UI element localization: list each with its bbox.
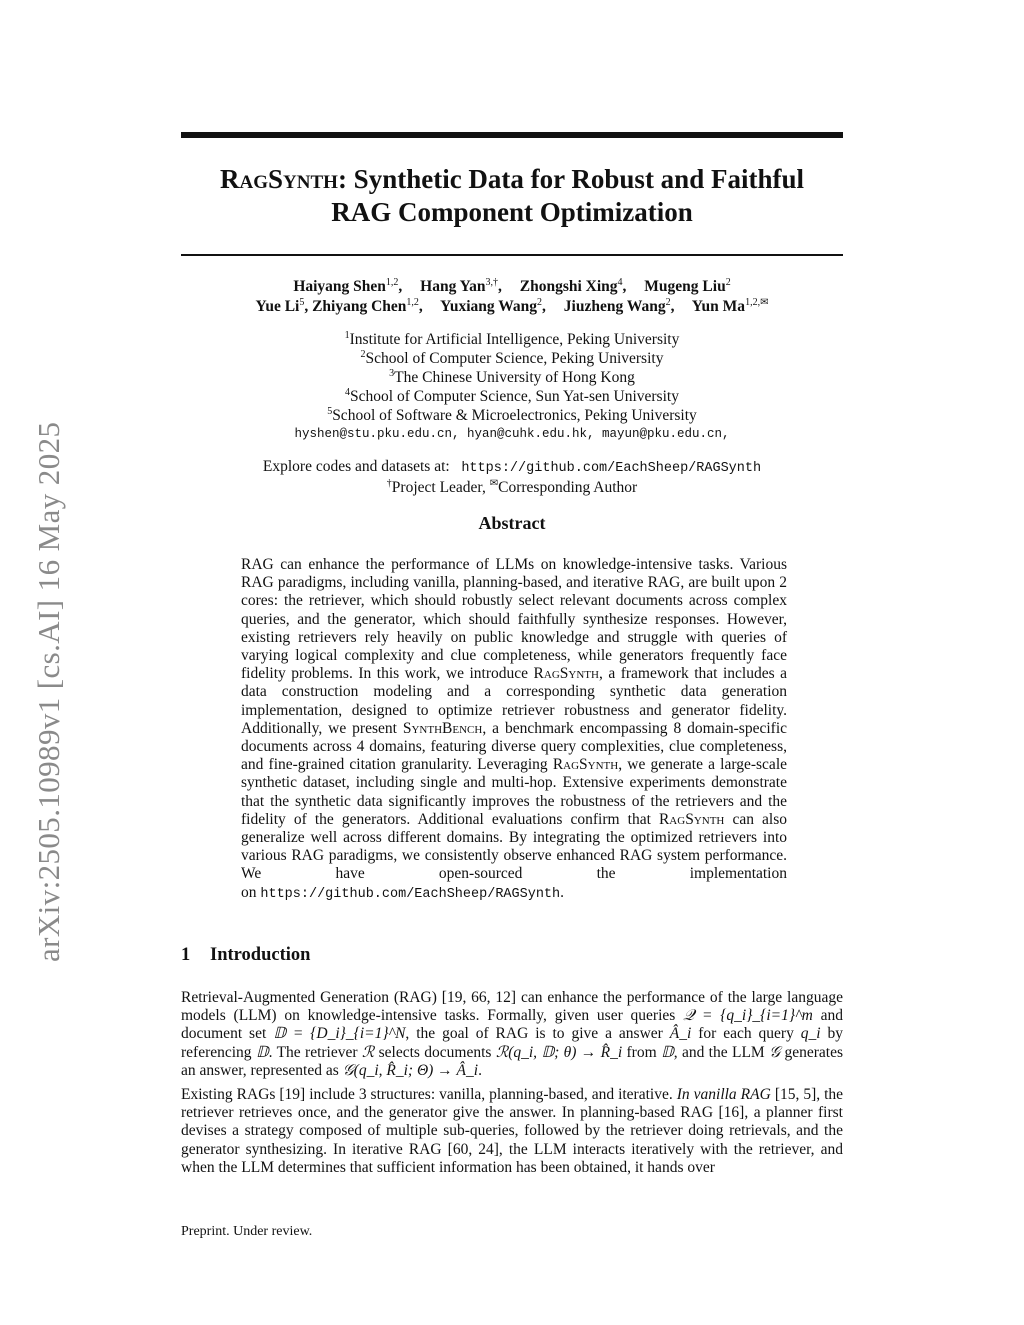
- affil-text: School of Computer Science, Sun Yat-sen University: [350, 388, 679, 405]
- author-name: Jiuzheng Wang: [563, 298, 666, 315]
- author-affil-mark: 1,2: [406, 296, 419, 308]
- explore-prefix: Explore codes and datasets at:: [262, 458, 450, 475]
- repo-link[interactable]: https://github.com/EachSheep/RAGSynth: [461, 461, 762, 476]
- title-top-rule: [181, 132, 843, 138]
- intro-text: by referencing: [181, 1025, 844, 1061]
- arxiv-identifier[interactable]: arXiv:2505.10989v1 [cs.AI] 16 May 2025: [31, 421, 66, 962]
- intro-paragraph-1: [181, 989, 843, 1080]
- math-expression: 𝒬 = {q_i}_{i=1}^m: [683, 1007, 813, 1025]
- footnote-notes: [150, 478, 874, 497]
- affil-text: The Chinese University of Hong Kong: [394, 369, 635, 386]
- abstract-system-name: RagSynth: [552, 756, 619, 774]
- author-name: Yun Ma: [691, 298, 746, 315]
- math-expression: 𝔻 = {D_i}_{i=1}^N: [273, 1025, 406, 1043]
- affiliation: [150, 387, 874, 406]
- author-name: Haiyang Shen: [293, 278, 386, 295]
- section-title: Introduction: [210, 945, 311, 965]
- intro-text: [15, 5], the retriever retrieves once, and the generator give the answer. In planning-based RAG [16], a planner first devises a strategy composed of multiple sub-queries, followed by the retriever doing retrievals, and the generator synthesizing. In iterative RAG [60, 24], the LLM interacts iteratively with the retriever, and when the LLM determines that sufficient information has been obtained, it hands over: [181, 1086, 844, 1176]
- intro-text: . The retriever: [268, 1043, 358, 1061]
- math-expression: 𝔻: [661, 1043, 674, 1061]
- intro-text: Retrieval-Augmented Generation (RAG) [19, 66, 12] can enhance the performance of the large language models (LLM) on knowledge-intensive tasks. Formally, given user queries: [181, 989, 843, 1025]
- affil-number: 2: [360, 348, 366, 360]
- abstract-benchmark-name: SynthBench: [402, 719, 483, 737]
- envelope-icon: ✉: [489, 477, 499, 489]
- math-expression: 𝒢(q_i, R̂_i; Θ) → Â_i: [342, 1061, 479, 1079]
- title-bottom-rule: [181, 254, 843, 256]
- paper-title: [150, 163, 874, 229]
- project-leader-note: Project Leader,: [391, 479, 486, 496]
- intro-text: Existing RAGs [19] include 3 structures: vanilla, planning-based, and iterative.: [181, 1086, 673, 1104]
- author-affil-mark: 1,2: [385, 276, 399, 288]
- dagger-mark: †: [386, 477, 392, 489]
- title-line2: RAG Component Optimization: [331, 197, 693, 227]
- author-affil-mark: 4: [617, 276, 623, 288]
- author-affil-mark: 1,2,✉: [745, 296, 769, 308]
- affil-number: 5: [327, 405, 333, 417]
- affiliation-list: [150, 330, 874, 444]
- intro-text: , the goal of RAG is to give a answer: [405, 1025, 663, 1043]
- author-line-1: Haiyang Shen$^{1,2}$, Hang Yan$^{3,\dagger}$, Zhongshi Xing$^4$, Mugeng Liu$^2$: [293, 276, 731, 295]
- affil-text: Institute for Artificial Intelligence, Peking University: [349, 331, 680, 348]
- abstract-text: .: [560, 883, 564, 901]
- author-emails[interactable]: hyshen@stu.pku.edu.cn, hyan@cuhk.edu.hk, mayun@pku.edu.cn,: [294, 427, 730, 441]
- math-expression: 𝔻: [255, 1043, 269, 1061]
- abstract-text: , we generate a large-scale synthetic dataset, including single and multi-hop. Extensive experiments demonstrate that the synthetic data significantly improves the robustness of the retrievers and the fidelity of the generators. Additional evaluations confirm that: [241, 756, 788, 828]
- intro-text: selects documents: [378, 1043, 492, 1061]
- intro-text: , and the LLM: [673, 1043, 765, 1061]
- abstract-system-name: RagSynth: [658, 810, 725, 828]
- title-system-name: RagSynth: [220, 164, 338, 194]
- abstract-text: , a framework that includes a data construction modeling and a corresponding synthetic data generation implementation, designed to optimize retriever robustness and generator fidelity. Additionally, we present: [241, 665, 787, 737]
- author-affil-mark: 2: [725, 276, 731, 288]
- author-affil-mark: 2: [537, 296, 543, 308]
- math-expression: ℛ(q_i, 𝔻; θ) → R̂_i: [495, 1043, 623, 1061]
- abstract-text: can also generalize well across different domains. By integrating the optimized retrievers into various RAG paradigms, we consistently observe enhanced RAG system performance. We have open-sourced the implementation on: [241, 810, 787, 901]
- author-line-2: Yue Li$^5$, Zhiyang Chen$^{1,2}$, Yuxiang Wang$^2$, Jiuzheng Wang$^2$, Yun $Ma^{1,2,✉}$: [255, 296, 769, 315]
- math-expression: q_i: [800, 1025, 821, 1043]
- corresponding-author-note: Corresponding Author: [498, 479, 638, 496]
- author-affil-mark: 5: [299, 296, 305, 308]
- section-heading-introduction: [181, 945, 310, 966]
- explore-block: [150, 457, 874, 497]
- abstract-repo-link[interactable]: https://github.com/EachSheep/RAGSynth: [260, 886, 561, 902]
- intro-text: generates an answer, represented as: [181, 1043, 843, 1079]
- affiliation: [150, 349, 874, 368]
- math-expression: ℛ: [361, 1043, 375, 1061]
- author-name: Mugeng Liu: [644, 278, 726, 295]
- page-footer: Preprint. Under review.: [181, 1224, 313, 1239]
- affil-text: School of Computer Science, Peking University: [365, 350, 664, 367]
- abstract-body: [241, 556, 787, 904]
- affil-number: 4: [345, 386, 351, 398]
- author-name: Yue Li: [255, 298, 300, 315]
- title-line1-rest: : Synthetic Data for Robust and Faithful: [337, 164, 804, 194]
- affil-text: School of Software & Microelectronics, Peking University: [332, 407, 697, 424]
- author-affil-mark: 2: [665, 296, 671, 308]
- author-name: Yuxiang Wang: [440, 298, 538, 315]
- intro-emphasis: In vanilla RAG: [676, 1086, 771, 1104]
- arxiv-stamp: [28, 372, 70, 962]
- intro-text: .: [478, 1061, 482, 1079]
- section-number: 1: [181, 945, 191, 965]
- abstract-text: , a benchmark encompassing 8 domain-specific documents across 4 domains, featuring diverse query complexities, clue completeness, and fine-grained citation granularity. Leveraging: [241, 719, 788, 774]
- author-name: Hang Yan: [420, 278, 486, 295]
- affil-number: 3: [389, 367, 395, 379]
- abstract-heading: Abstract: [478, 513, 546, 533]
- author-name: Zhiyang Chen: [312, 298, 407, 315]
- affiliation: [150, 406, 874, 425]
- intro-paragraph-2: [181, 1086, 843, 1177]
- abstract-text: RAG can enhance the performance of LLMs on knowledge-intensive tasks. Various RAG paradigms, including vanilla, planning-based, and iterative RAG, are built upon 2 cores: the retriever, which should robustly select relevant documents across complex queries, and the generator, which should faithfully synthesize responses. However, existing retrievers rely heavily on public knowledge and struggle with queries of varying logical complexity and clue completeness, while generators frequently face fidelity problems. In this work, we introduce: [241, 556, 787, 683]
- author-name: Zhongshi Xing: [519, 278, 618, 295]
- math-expression: 𝒢: [769, 1043, 781, 1061]
- affiliation: [150, 330, 874, 349]
- intro-text: and document set: [181, 1007, 843, 1043]
- author-list: [150, 277, 874, 317]
- affil-number: 1: [344, 329, 350, 341]
- author-affil-mark: 3,†: [485, 276, 498, 288]
- intro-text: from: [626, 1043, 657, 1061]
- intro-text: for each query: [698, 1025, 794, 1043]
- abstract-system-name: RagSynth: [533, 665, 599, 683]
- math-expression: Â_i: [669, 1025, 692, 1043]
- explore-line: [150, 457, 874, 478]
- affiliation: [150, 368, 874, 387]
- introduction-body: [181, 989, 843, 1183]
